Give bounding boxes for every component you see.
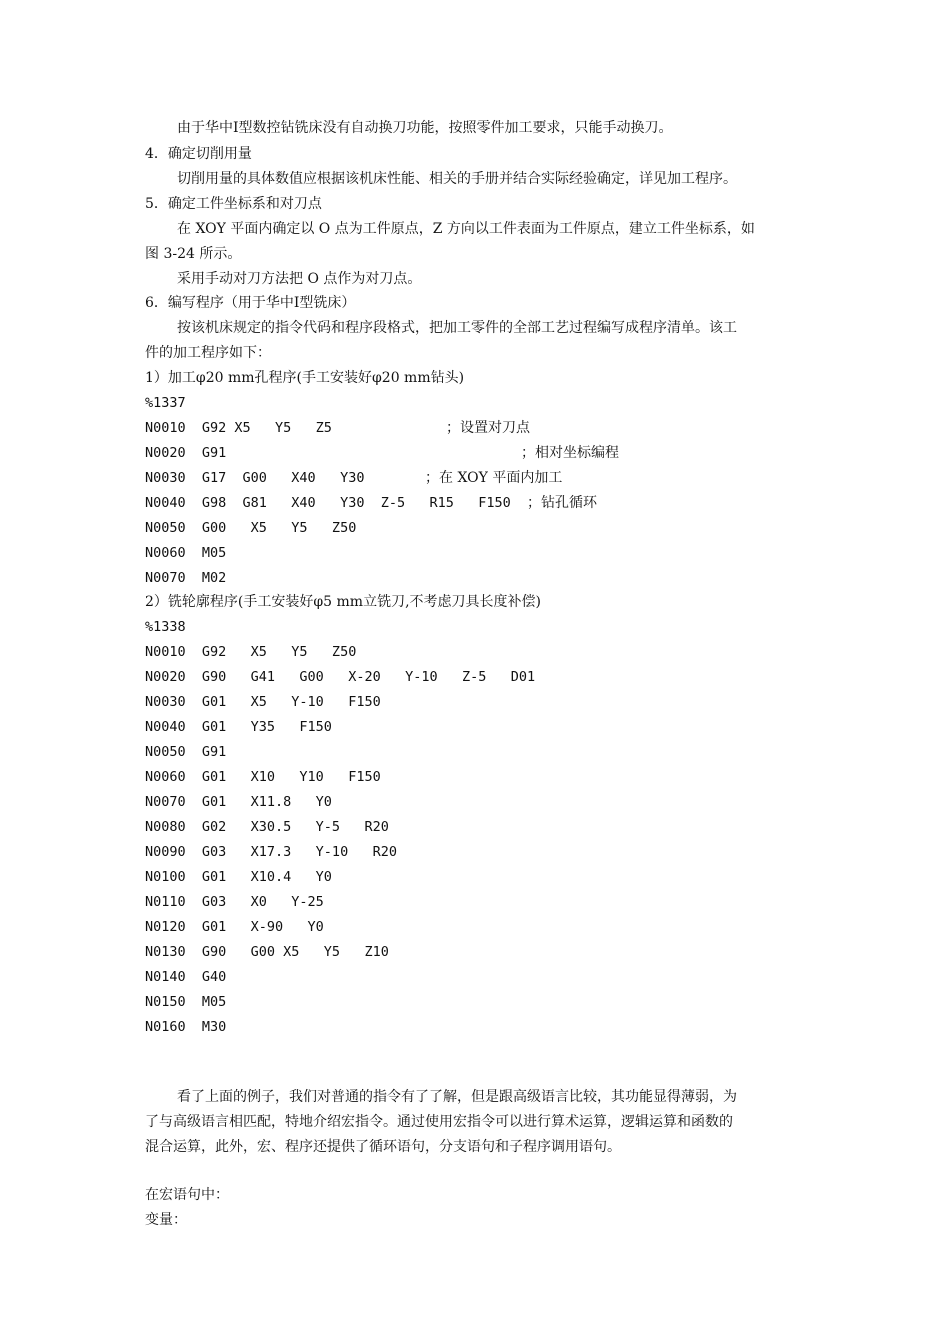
code-comment: ；设置对刀点 <box>446 420 530 436</box>
code-line: N0010 G92 X5 Y5 Z50 <box>145 644 357 660</box>
code-line: N0080 G02 X30.5 Y-5 R20 <box>145 819 389 835</box>
code-line: N0150 M05 <box>145 994 227 1010</box>
code-line: N0120 G01 X-90 Y0 <box>145 919 324 935</box>
code-text: N0030 G17 G00 X40 Y30 <box>145 470 365 486</box>
paragraph: 件的加工程序如下： <box>145 345 271 361</box>
code-text: N0060 M05 <box>145 545 227 561</box>
section-heading: 5．确定工件坐标系和对刀点 <box>145 196 322 212</box>
code-line: N0090 G03 X17.3 Y-10 R20 <box>145 844 397 860</box>
paragraph: 采用手动对刀方法把 O 点作为对刀点。 <box>177 271 422 287</box>
code-comment: ；钻孔循环 <box>527 495 597 511</box>
code-comment: ；相对坐标编程 <box>521 445 619 461</box>
paragraph: 切削用量的具体数值应根据该机床性能、相关的手册并结合实际经验确定，详见加工程序。 <box>177 171 737 187</box>
code-line: N0130 G90 G00 X5 Y5 Z10 <box>145 944 389 960</box>
code-line <box>145 443 619 463</box>
code-line: N0020 G90 G41 G00 X-20 Y-10 Z-5 D01 <box>145 669 536 685</box>
code-line <box>145 518 356 538</box>
code-text: N0070 M02 <box>145 570 227 586</box>
code-line: N0070 G01 X11.8 Y0 <box>145 794 332 810</box>
section-heading: 6．编写程序（用于华中Ⅰ型铣床） <box>145 295 356 311</box>
paragraph: 看了上面的例子，我们对普通的指令有了了解，但是跟高级语言比较，其功能显得薄弱，为 <box>177 1089 737 1105</box>
code-text: N0020 G91 <box>145 445 227 461</box>
code-line <box>145 468 563 488</box>
paragraph: 由于华中Ⅰ型数控钻铣床没有自动换刀功能，按照零件加工要求，只能手动换刀。 <box>177 120 673 136</box>
paragraph: 混合运算，此外，宏、程序还提供了循环语句，分支语句和子程序调用语句。 <box>145 1139 621 1155</box>
code-comment: ；在 XOY 平面内加工 <box>425 470 563 486</box>
code-line <box>145 493 597 513</box>
paragraph: 在宏语句中： <box>145 1187 229 1203</box>
code-line: N0060 G01 X10 Y10 F150 <box>145 769 381 785</box>
code-line: N0030 G01 X5 Y-10 F150 <box>145 694 381 710</box>
program-title: 2）铣轮廓程序(手工安装好φ5 mm立铣刀,不考虑刀具长度补偿) <box>145 594 541 610</box>
code-line: N0140 G40 <box>145 969 227 985</box>
paragraph: 图 3-24 所示。 <box>145 246 242 262</box>
paragraph: 了与高级语言相匹配，特地介绍宏指令。通过使用宏指令可以进行算术运算，逻辑运算和函数的 <box>145 1114 733 1130</box>
paragraph: 变量： <box>145 1212 187 1228</box>
code-text: N0050 G00 X5 Y5 Z50 <box>145 520 357 536</box>
code-line: N0110 G03 X0 Y-25 <box>145 894 324 910</box>
code-line: N0160 M30 <box>145 1019 227 1035</box>
program-number: %1337 <box>145 395 186 411</box>
paragraph: 按该机床规定的指令代码和程序段格式，把加工零件的全部工艺过程编写成程序清单。该工 <box>177 320 737 336</box>
code-line <box>145 543 226 563</box>
code-line: N0050 G91 <box>145 744 227 760</box>
code-line: N0100 G01 X10.4 Y0 <box>145 869 332 885</box>
program-title: 1）加工φ20 mm孔程序(手工安装好φ20 mm钻头) <box>145 370 465 386</box>
paragraph: 在 XOY 平面内确定以 O 点为工件原点，Z 方向以工件表面为工件原点，建立工件坐标系，如 <box>177 221 755 237</box>
code-text: N0010 G92 X5 Y5 Z5 <box>145 420 332 436</box>
code-line <box>145 418 530 438</box>
code-text: N0040 G98 G81 X40 Y30 Z-5 R15 F150 <box>145 495 511 511</box>
section-heading: 4．确定切削用量 <box>145 146 252 162</box>
program-number: %1338 <box>145 619 186 635</box>
code-line: N0040 G01 Y35 F150 <box>145 719 332 735</box>
code-line <box>145 568 226 588</box>
